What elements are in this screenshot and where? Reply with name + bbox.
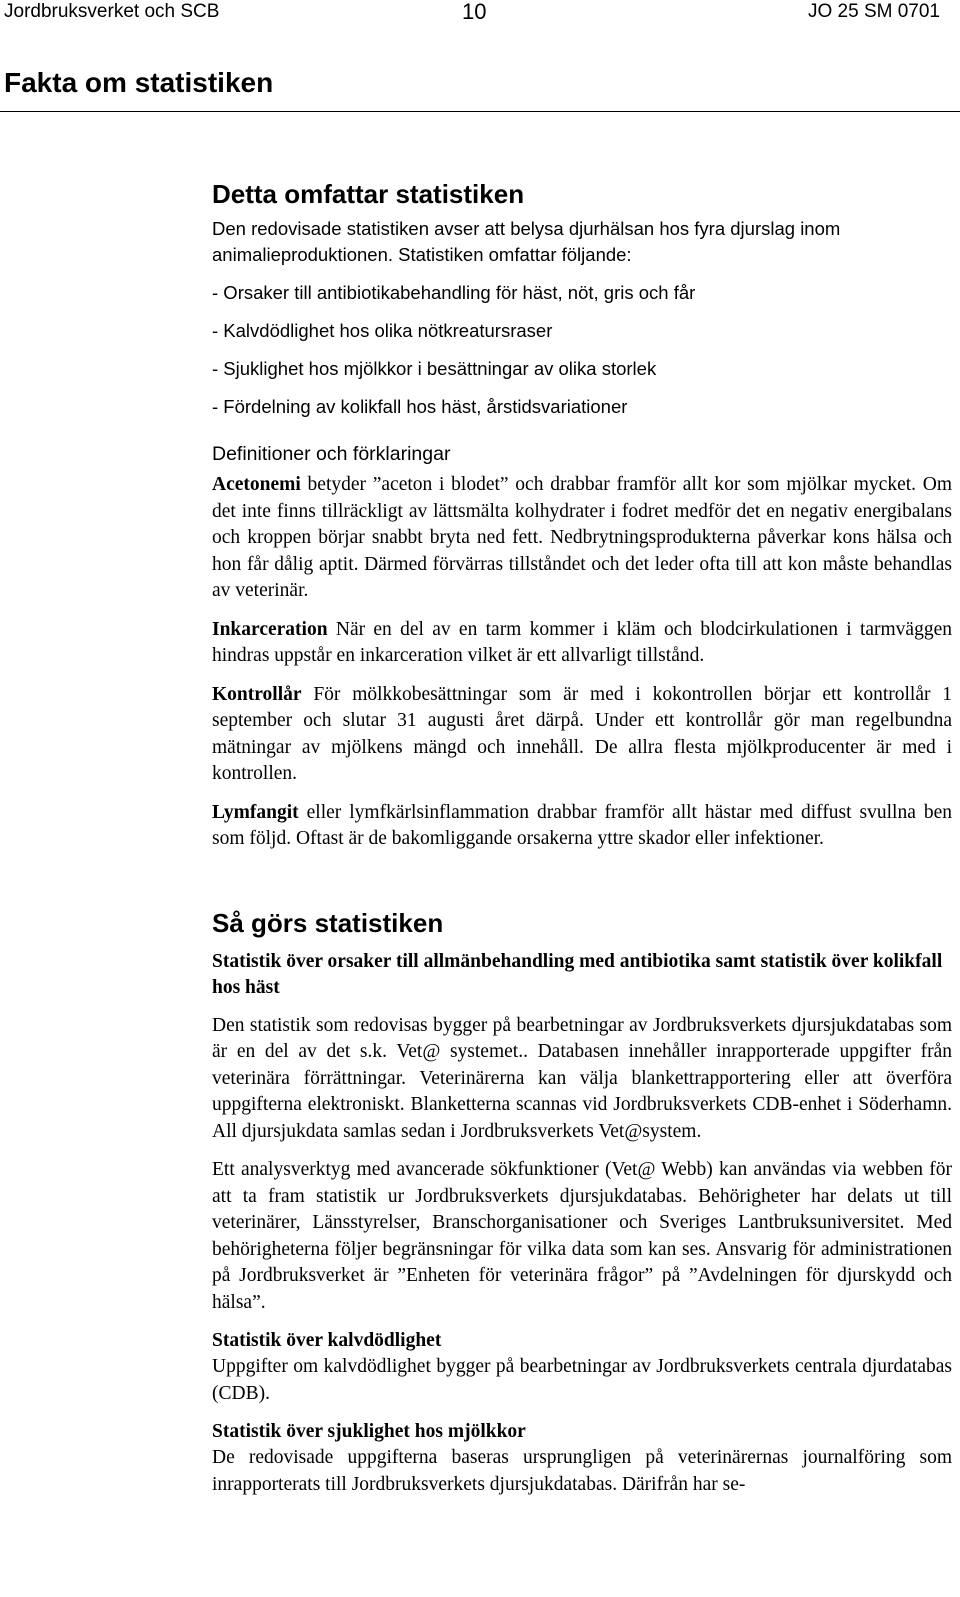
definition-term: Inkarceration xyxy=(212,618,328,640)
paragraph: Den statistik som redovisas bygger på bearbetningar av Jordbruksverkets djursjukdatabas som är en del av det s.k. Vet@ systemet.. Databasen innehåller inrapporterade uppgifter från veterinära förrättningar. Veterinärerna kan välja blankettrapportering eller att överföra uppgifterna elektroniskt. Blanketterna scannas vid Jordbruksverkets CDB-enhet i Söderhamn. All djursjukdata samlas sedan i Jordbruksverkets Vet@system. xyxy=(212,1014,952,1142)
list-item: - Orsaker till antibiotikabehandling för häst, nöt, gris och får xyxy=(212,282,696,303)
definition-lymfangit xyxy=(212,800,952,853)
list-item: - Kalvdödlighet hos olika nötkreatursraser xyxy=(212,320,553,341)
page-header xyxy=(0,0,960,24)
page-title: Fakta om statistiken xyxy=(4,67,274,98)
header-publisher: Jordbruksverket och SCB xyxy=(4,1,220,22)
section-heading-method: Så görs statistiken xyxy=(212,907,444,938)
paragraph: De redovisade uppgifterna baseras ursprungligen på veterinärernas journalföring som inrapporterats till Jordbruksverkets djursjukdatabas. Därifrån har se- xyxy=(212,1447,952,1495)
list-item: - Fördelning av kolikfall hos häst, årstidsvariationer xyxy=(212,396,628,417)
definitions-heading: Definitioner och förklaringar xyxy=(212,443,451,465)
paragraph: Uppgifter om kalvdödlighet bygger på bearbetningar av Jordbruksverkets centrala djurdatabas (CDB). xyxy=(212,1356,952,1404)
scope-intro: Den redovisade statistiken avser att belysa djurhälsan hos fyra djurslag inom animalieproduktionen. Statistiken omfattar följande: xyxy=(212,218,841,265)
section-heading-scope: Detta omfattar statistiken xyxy=(212,179,525,209)
definition-text: eller lymfkärlsinflammation drabbar framför allt hästar med diffust svullna ben som följd. Oftast är de bakomliggande orsakerna yttre skador eller infektioner. xyxy=(212,801,952,849)
definition-kontrollar xyxy=(212,682,952,788)
definition-inkarceration xyxy=(212,617,952,670)
subheading-calf-mortality: Statistik över kalvdödlighet xyxy=(212,1330,442,1351)
report-code: JO 25 SM 0701 xyxy=(807,1,940,22)
definition-text: För mölkkobesättningar som är med i kokontrollen börjar ett kontrollår 1 september och slutar 31 augusti året därpå. Under ett kontrollår gör man regelbundna mätningar av mjölkens mängd och innehåll. De allra flesta mjölkproducenter är med i kontrollen. xyxy=(212,683,952,784)
definition-term: Lymfangit xyxy=(212,801,299,823)
subheading-antibiotics: Statistik över orsaker till allmänbehandling med antibiotika samt statistik över kolikfall hos häst xyxy=(212,950,943,998)
main-content xyxy=(212,178,952,1498)
page-number: 10 xyxy=(462,0,487,24)
title-rule xyxy=(0,111,960,112)
definition-text: När en del av en tarm kommer i kläm och blodcirkulationen i tarmväggen hindras uppstår en inkarceration vilket är ett allvarligt tillstånd. xyxy=(212,618,952,666)
definition-text: betyder ”aceton i blodet” och drabbar framför allt kor som mjölkar mycket. Om det inte finns tillräckligt av lättsmälta kolhydrater i fodret medför det en negativ energibalans och kroppen börjar snabbt bryta ned fett. Nedbrytningsprodukterna påverkar kons hälsa och hon får dålig aptit. Därmed förvärras tillståndet och det leder ofta till att kon måste behandlas av veterinär. xyxy=(212,474,952,601)
list-item: - Sjuklighet hos mjölkkor i besättningar av olika storlek xyxy=(212,358,657,379)
definition-term: Acetonemi xyxy=(212,474,301,495)
scope-list xyxy=(212,280,952,420)
paragraph: Ett analysverktyg med avancerade sökfunktioner (Vet@ Webb) kan användas via webben för att ta fram statistik ur Jordbruksverkets djursjukdatabas. Behörigheter har delats ut till veterinärer, Länsstyrelser, Branschorganisationer och Sveriges Lantbruksuniversitet. Med behörigheterna följer begränsningar för vilka data som kan ses. Ansvarig för administrationen på Jordbruksverket är ”Enheten för veterinära frågor” på ”Avdelningen för djurskydd och hälsa”. xyxy=(212,1159,952,1313)
definition-term: Kontrollår xyxy=(212,683,302,705)
definition-acetonemi xyxy=(212,472,952,605)
subheading-dairy-morbidity: Statistik över sjuklighet hos mjölkkor xyxy=(212,1421,526,1442)
